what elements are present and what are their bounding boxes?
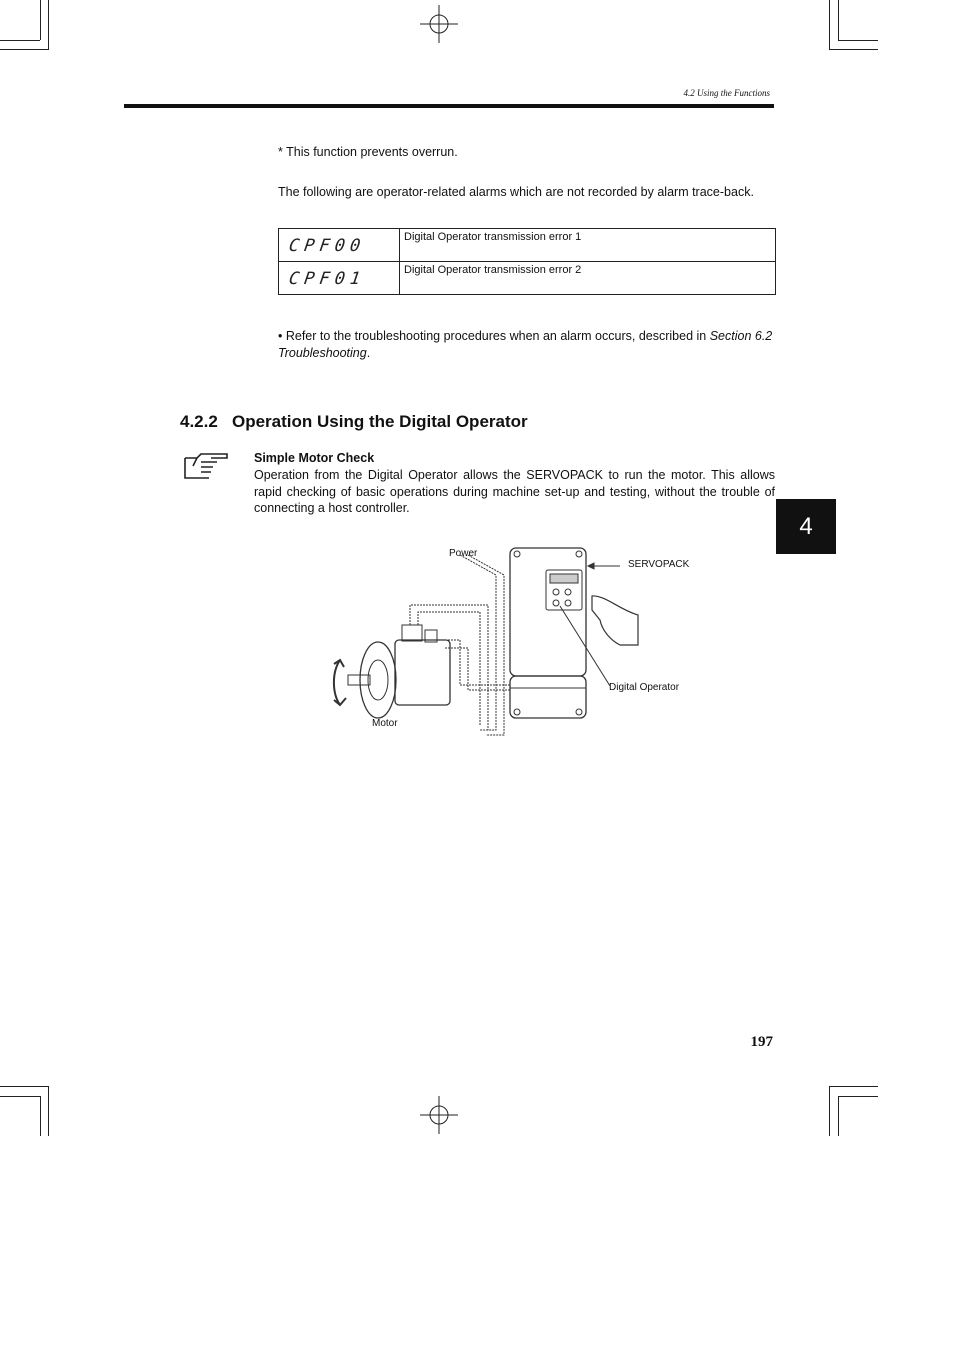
figure-label-servopack: SERVOPACK (628, 559, 690, 570)
alarm-table (278, 228, 776, 295)
subheading: Simple Motor Check (254, 451, 375, 465)
crop-mark (0, 49, 49, 50)
crop-mark (0, 40, 40, 41)
motor-servopack-figure (320, 540, 660, 740)
section-heading: 4.2.2 Operation Using the Digital Operator (180, 412, 528, 431)
alarm-code: CPF00 (279, 229, 400, 262)
figure-label-motor: Motor (372, 718, 398, 729)
alarm-description: Digital Operator transmission error 1 (400, 229, 776, 262)
figure-label-power: Power (449, 548, 478, 559)
crop-mark (829, 0, 830, 50)
crop-mark (838, 1096, 878, 1097)
alarms-lead: The following are operator-related alarms which are not recorded by alarm trace-back. (278, 185, 754, 199)
troubleshooting-note: • Refer to the troubleshooting procedures when an alarm occurs, described in Section 6.2 Troubleshooting. (278, 329, 773, 360)
crop-mark (0, 1086, 49, 1087)
header-rule (124, 104, 774, 108)
registration-mark (420, 5, 458, 43)
crop-mark (48, 0, 49, 50)
crop-mark (838, 1096, 839, 1136)
section-body: Operation from the Digital Operator allows the SERVOPACK to run the motor. This allows rapid checking of basic operations during machine set-up and testing, without the trouble of connecting a host controller. (254, 468, 775, 515)
running-head: 4.2 Using the Functions (683, 88, 770, 98)
crop-mark (40, 1096, 41, 1136)
crop-mark (48, 1086, 49, 1136)
crop-mark (0, 1096, 40, 1097)
alarm-description: Digital Operator transmission error 2 (400, 262, 776, 295)
figure-label-digital-operator: Digital Operator (609, 682, 680, 693)
crop-mark (829, 1086, 830, 1136)
table-row (279, 262, 776, 295)
chapter-tab: 4 (776, 499, 836, 554)
page-number: 197 (750, 1034, 773, 1050)
crop-mark (838, 40, 878, 41)
pointing-hand-icon (183, 452, 229, 480)
footnote: * This function prevents overrun. (278, 145, 458, 159)
table-row (279, 229, 776, 262)
crop-mark (40, 0, 41, 40)
registration-mark (420, 1096, 458, 1134)
crop-mark (829, 49, 878, 50)
crop-mark (838, 0, 839, 40)
alarm-code: CPF01 (279, 262, 400, 295)
crop-mark (829, 1086, 878, 1087)
